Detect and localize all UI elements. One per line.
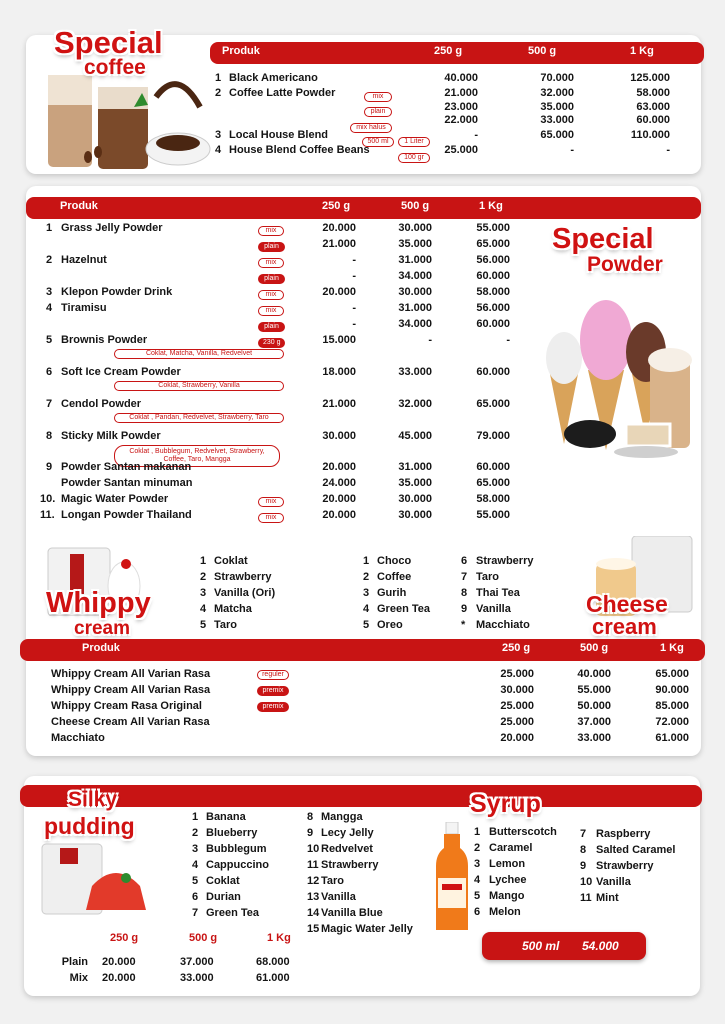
- flavor-name: Gurih: [377, 587, 407, 599]
- flavor-number: 8: [461, 587, 468, 599]
- coffee-table-header: [210, 42, 704, 64]
- price-500g: 33.000: [540, 114, 574, 126]
- product-name: Hazelnut: [61, 254, 107, 266]
- flavor-name: Green Tea: [206, 907, 259, 919]
- variant-tag: premix: [257, 702, 289, 712]
- special-coffee-subtitle: coffee: [84, 56, 146, 79]
- flavor-number: 6: [461, 555, 468, 567]
- price-250g: -: [352, 254, 356, 266]
- flavor-name: Magic Water Jelly: [321, 923, 413, 935]
- price-1kg: 58.000: [636, 87, 670, 99]
- flavor-name: Melon: [489, 906, 521, 918]
- price-1kg: 79.000: [476, 430, 510, 442]
- row-no: 3: [46, 286, 53, 298]
- col-produk: Produk: [82, 642, 120, 654]
- flavor-number: 2: [192, 827, 199, 839]
- flavor-number: 5: [200, 619, 207, 631]
- product-name: House Blend Coffee Beans: [229, 144, 370, 156]
- price-250g: -: [352, 302, 356, 314]
- price-1kg: 56.000: [476, 254, 510, 266]
- price-250g: 25.000: [500, 700, 534, 712]
- row-no: 11.: [40, 509, 55, 521]
- price-500g: 30.000: [398, 509, 432, 521]
- flavor-name: Strawberry: [214, 571, 272, 583]
- price-250g: 21.000: [322, 238, 356, 250]
- product-name: Whippy Cream All Varian Rasa: [51, 668, 211, 680]
- price-500g: 70.000: [540, 72, 574, 84]
- price-1kg: 60.000: [636, 114, 670, 126]
- flavor-name: Vanilla: [321, 891, 356, 903]
- flavor-name: Lemon: [489, 858, 526, 870]
- flavor-number: 5: [363, 619, 370, 631]
- product-name: Local House Blend: [229, 129, 329, 141]
- price-1kg: -: [666, 144, 670, 156]
- flavor-number: 7: [461, 571, 468, 583]
- flavor-name: Mint: [596, 892, 619, 904]
- cheese-cream-subtitle: cream: [592, 614, 657, 639]
- flavor-variants-tag: Coklat , Bubblegum, Redvelvet, Strawberry, Coffee, Taro, Mangga: [114, 445, 280, 467]
- price-1kg: 68.000: [256, 956, 290, 968]
- flavor-number: 3: [474, 858, 481, 870]
- flavor-name: Green Tea: [377, 603, 430, 615]
- product-name: Klepon Powder Drink: [61, 286, 173, 298]
- pudding-syrup-card: [24, 776, 700, 996]
- product-name: Grass Jelly Powder: [61, 222, 163, 234]
- flavor-name: Salted Caramel: [596, 844, 676, 856]
- price-1kg: 65.000: [476, 398, 510, 410]
- silky-pudding-title: Silky: [68, 788, 118, 811]
- col-1kg: 1 Kg: [660, 642, 684, 654]
- pudding-type: Plain: [61, 956, 88, 968]
- flavor-name: Strawberry: [596, 860, 654, 872]
- flavor-name: Strawberry: [476, 555, 534, 567]
- row-no: 3: [215, 129, 222, 141]
- price-1kg: 60.000: [476, 318, 510, 330]
- row-no: 5: [46, 334, 53, 346]
- price-500g: 30.000: [398, 222, 432, 234]
- variant-tag: mix: [258, 258, 284, 268]
- row-no: 2: [46, 254, 53, 266]
- flavor-name: Coklat: [206, 875, 240, 887]
- syrup-title: Syrup: [470, 790, 541, 818]
- syrup-bottle-image: [434, 822, 470, 934]
- price-1kg: 60.000: [476, 461, 510, 473]
- flavor-variants-tag: Coklat , Pandan, Redvelvet, Strawberry, Taro: [114, 413, 284, 423]
- flavor-number: 1: [192, 811, 199, 823]
- col-250g: 250 g: [434, 45, 463, 57]
- flavor-number: 2: [474, 842, 481, 854]
- price-250g: 30.000: [500, 684, 534, 696]
- flavor-name: Coklat: [214, 555, 248, 567]
- flavor-number: 4: [363, 603, 370, 615]
- price-500g: 34.000: [398, 270, 432, 282]
- product-name: Cheese Cream All Varian Rasa: [51, 716, 210, 728]
- price-250g: 20.000: [322, 509, 356, 521]
- product-name: Whippy Cream All Varian Rasa: [51, 684, 211, 696]
- flavor-number: 12: [307, 875, 320, 887]
- variant-tag: mix: [258, 306, 284, 316]
- pudding-col-250g: 250 g: [110, 932, 139, 944]
- product-name: Macchiato: [51, 732, 105, 744]
- price-250g: -: [474, 129, 478, 141]
- flavor-name: Butterscotch: [489, 826, 557, 838]
- flavor-number: 9: [580, 860, 587, 872]
- col-1kg: 1 Kg: [479, 200, 503, 212]
- flavor-name: Bubblegum: [206, 843, 267, 855]
- price-250g: 25.000: [500, 668, 534, 680]
- row-no: 1: [215, 72, 222, 84]
- pudding-col-1kg: 1 Kg: [267, 932, 291, 944]
- pudding-col-500g: 500 g: [189, 932, 218, 944]
- flavor-number: 11: [580, 892, 592, 904]
- col-produk: Produk: [222, 45, 260, 57]
- size-tag: 500 ml: [362, 137, 394, 147]
- price-500g: 55.000: [577, 684, 611, 696]
- price-250g: 20.000: [102, 972, 136, 984]
- price-500g: 65.000: [540, 129, 574, 141]
- flavor-number: 11: [307, 859, 319, 871]
- price-250g: 22.000: [444, 114, 478, 126]
- silky-pudding-subtitle: pudding: [44, 813, 135, 839]
- syrup-price: 54.000: [582, 939, 619, 953]
- product-name: Tiramisu: [61, 302, 107, 314]
- col-250g: 250 g: [502, 642, 531, 654]
- col-produk: Produk: [60, 200, 98, 212]
- price-250g: -: [352, 318, 356, 330]
- price-1kg: 60.000: [476, 366, 510, 378]
- flavor-number: 10: [307, 843, 320, 855]
- product-name: Powder Santan makanan: [61, 461, 192, 473]
- flavor-number: 9: [461, 603, 468, 615]
- price-1kg: 60.000: [476, 270, 510, 282]
- row-no: 4: [46, 302, 53, 314]
- variant-tag: mix halus: [350, 123, 392, 133]
- col-500g: 500 g: [580, 642, 609, 654]
- price-1kg: 65.000: [476, 477, 510, 489]
- price-500g: 34.000: [398, 318, 432, 330]
- price-1kg: 61.000: [655, 732, 689, 744]
- flavor-number: 1: [363, 555, 370, 567]
- row-no: 4: [215, 144, 222, 156]
- row-no: 10.: [40, 493, 56, 505]
- special-powder-subtitle: Powder: [587, 253, 663, 276]
- row-no: 1: [46, 222, 53, 234]
- flavor-name: Banana: [206, 811, 246, 823]
- variant-tag: plain: [258, 322, 285, 332]
- flavor-name: Choco: [377, 555, 412, 567]
- product-name: Cendol Powder: [61, 398, 142, 410]
- price-250g: 20.000: [500, 732, 534, 744]
- flavor-name: Mangga: [321, 811, 363, 823]
- price-250g: 25.000: [444, 144, 478, 156]
- ice-cream-image: [540, 274, 696, 474]
- cheese-cream-title: Cheese: [586, 591, 668, 617]
- pudding-header-bar: [20, 785, 702, 807]
- product-name: Black Americano: [229, 72, 318, 84]
- flavor-number: 4: [474, 874, 481, 886]
- variant-tag: mix: [258, 290, 284, 300]
- flavor-number: 5: [474, 890, 481, 902]
- whippy-cream-subtitle: cream: [74, 618, 130, 639]
- col-1kg: 1 Kg: [630, 45, 654, 57]
- flavor-number: 4: [200, 603, 207, 615]
- flavor-number: *: [461, 619, 466, 631]
- price-500g: 33.000: [180, 972, 214, 984]
- flavor-number: 2: [363, 571, 370, 583]
- price-1kg: 58.000: [476, 493, 510, 505]
- price-250g: 24.000: [322, 477, 356, 489]
- price-500g: 33.000: [398, 366, 432, 378]
- product-name: Powder Santan minuman: [61, 477, 193, 489]
- price-250g: 20.000: [322, 493, 356, 505]
- variant-tag: premix: [257, 686, 289, 696]
- price-500g: 33.000: [577, 732, 611, 744]
- price-250g: 30.000: [322, 430, 356, 442]
- flavor-number: 2: [200, 571, 207, 583]
- cream-table-header: [20, 639, 705, 661]
- row-no: 2: [215, 87, 222, 99]
- price-1kg: 55.000: [476, 509, 510, 521]
- special-coffee-card: [26, 25, 701, 174]
- col-500g: 500 g: [528, 45, 557, 57]
- variant-tag: mix: [258, 497, 284, 507]
- flavor-name: Oreo: [377, 619, 403, 631]
- flavor-variants-tag: Coklat, Strawberry, Vanilla: [114, 381, 284, 391]
- flavor-name: Caramel: [489, 842, 533, 854]
- powder-cream-card: [26, 186, 701, 756]
- flavor-name: Mango: [489, 890, 525, 902]
- price-250g: 21.000: [444, 87, 478, 99]
- flavor-number: 15: [307, 923, 320, 935]
- variant-tag: 230 g: [258, 338, 285, 348]
- product-name: Whippy Cream Rasa Original: [51, 700, 202, 712]
- price-1kg: 90.000: [655, 684, 689, 696]
- price-250g: -: [352, 270, 356, 282]
- price-1kg: 61.000: [256, 972, 290, 984]
- flavor-name: Coffee: [377, 571, 412, 583]
- flavor-name: Matcha: [214, 603, 252, 615]
- price-1kg: -: [506, 334, 510, 346]
- price-500g: 31.000: [398, 302, 432, 314]
- price-500g: 31.000: [398, 461, 432, 473]
- syrup-price-bar: [482, 932, 646, 960]
- price-1kg: 58.000: [476, 286, 510, 298]
- product-name: Magic Water Powder: [61, 493, 169, 505]
- size-tag: 100 gr: [398, 153, 430, 163]
- flavor-number: 1: [200, 555, 207, 567]
- special-powder-title: Special: [552, 223, 654, 255]
- row-no: 9: [46, 461, 53, 473]
- variant-tag: plain: [258, 274, 285, 284]
- col-500g: 500 g: [401, 200, 430, 212]
- price-1kg: 56.000: [476, 302, 510, 314]
- price-500g: 30.000: [398, 493, 432, 505]
- variant-tag: mix: [258, 226, 284, 236]
- flavor-number: 3: [363, 587, 370, 599]
- flavor-name: Durian: [206, 891, 241, 903]
- price-250g: 15.000: [322, 334, 356, 346]
- col-250g: 250 g: [322, 200, 351, 212]
- price-1kg: 65.000: [476, 238, 510, 250]
- price-250g: 20.000: [322, 461, 356, 473]
- flavor-number: 8: [580, 844, 587, 856]
- variant-tag: plain: [258, 242, 285, 252]
- flavor-name: Cappuccino: [206, 859, 269, 871]
- price-500g: 50.000: [577, 700, 611, 712]
- price-500g: 32.000: [540, 87, 574, 99]
- price-250g: 40.000: [444, 72, 478, 84]
- flavor-number: 6: [474, 906, 481, 918]
- flavor-number: 3: [192, 843, 199, 855]
- price-250g: 20.000: [102, 956, 136, 968]
- price-500g: 31.000: [398, 254, 432, 266]
- product-name: Sticky Milk Powder: [61, 430, 161, 442]
- flavor-number: 4: [192, 859, 199, 871]
- row-no: 6: [46, 366, 53, 378]
- price-500g: 37.000: [180, 956, 214, 968]
- flavor-number: 5: [192, 875, 199, 887]
- flavor-number: 9: [307, 827, 314, 839]
- price-1kg: 65.000: [655, 668, 689, 680]
- flavor-number: 7: [580, 828, 587, 840]
- row-no: 8: [46, 430, 53, 442]
- row-no: 7: [46, 398, 53, 410]
- price-250g: 20.000: [322, 222, 356, 234]
- price-250g: 21.000: [322, 398, 356, 410]
- product-name: Coffee Latte Powder: [229, 87, 336, 99]
- flavor-name: Vanilla: [476, 603, 511, 615]
- size-tag: 1 Liter: [398, 137, 430, 147]
- flavor-name: Taro: [214, 619, 238, 631]
- flavor-number: 8: [307, 811, 314, 823]
- variant-tag: plain: [364, 107, 392, 117]
- whippy-cream-title: Whippy: [46, 587, 151, 619]
- price-500g: 40.000: [577, 668, 611, 680]
- product-name: Longan Powder Thailand: [61, 509, 192, 521]
- price-500g: 37.000: [577, 716, 611, 728]
- variant-tag: mix: [364, 92, 392, 102]
- flavor-number: 3: [200, 587, 207, 599]
- flavor-number: 1: [474, 826, 481, 838]
- flavor-name: Vanilla Blue: [321, 907, 383, 919]
- flavor-name: Redvelvet: [321, 843, 373, 855]
- special-coffee-title: Special: [54, 25, 163, 60]
- flavor-number: 10: [580, 876, 593, 888]
- product-name: Soft Ice Cream Powder: [61, 366, 181, 378]
- flavor-name: Lychee: [489, 874, 527, 886]
- price-250g: 20.000: [322, 286, 356, 298]
- price-500g: 45.000: [398, 430, 432, 442]
- flavor-name: Strawberry: [321, 859, 379, 871]
- price-250g: 23.000: [444, 101, 478, 113]
- flavor-number: 6: [192, 891, 199, 903]
- variant-tag: mix: [258, 513, 284, 523]
- pudding-type: Mix: [69, 972, 88, 984]
- flavor-name: Lecy Jelly: [321, 827, 374, 839]
- flavor-name: Raspberry: [596, 828, 651, 840]
- price-500g: 35.000: [398, 238, 432, 250]
- price-500g: -: [428, 334, 432, 346]
- flavor-number: 14: [307, 907, 320, 919]
- price-1kg: 72.000: [655, 716, 689, 728]
- price-500g: 35.000: [398, 477, 432, 489]
- product-name: Brownis Powder: [61, 334, 148, 346]
- flavor-variants-tag: Coklat, Matcha, Vanilla, Redvelvet: [114, 349, 284, 359]
- price-1kg: 63.000: [636, 101, 670, 113]
- price-500g: 32.000: [398, 398, 432, 410]
- powder-table-header: [26, 197, 701, 219]
- flavor-name: Macchiato: [476, 619, 530, 631]
- flavor-name: Taro: [321, 875, 345, 887]
- flavor-name: Vanilla (Ori): [214, 587, 276, 599]
- price-500g: 30.000: [398, 286, 432, 298]
- price-1kg: 110.000: [630, 129, 670, 141]
- price-500g: 35.000: [540, 101, 574, 113]
- flavor-name: Taro: [476, 571, 500, 583]
- price-500g: -: [570, 144, 574, 156]
- flavor-name: Vanilla: [596, 876, 631, 888]
- price-1kg: 55.000: [476, 222, 510, 234]
- pudding-pack-image: [38, 842, 156, 920]
- flavor-name: Blueberry: [206, 827, 258, 839]
- syrup-size: 500 ml: [522, 939, 560, 953]
- flavor-name: Thai Tea: [476, 587, 520, 599]
- flavor-number: 7: [192, 907, 199, 919]
- price-1kg: 85.000: [655, 700, 689, 712]
- variant-tag: reguler: [257, 670, 289, 680]
- price-1kg: 125.000: [630, 72, 670, 84]
- flavor-number: 13: [307, 891, 320, 903]
- price-250g: 25.000: [500, 716, 534, 728]
- price-250g: 18.000: [322, 366, 356, 378]
